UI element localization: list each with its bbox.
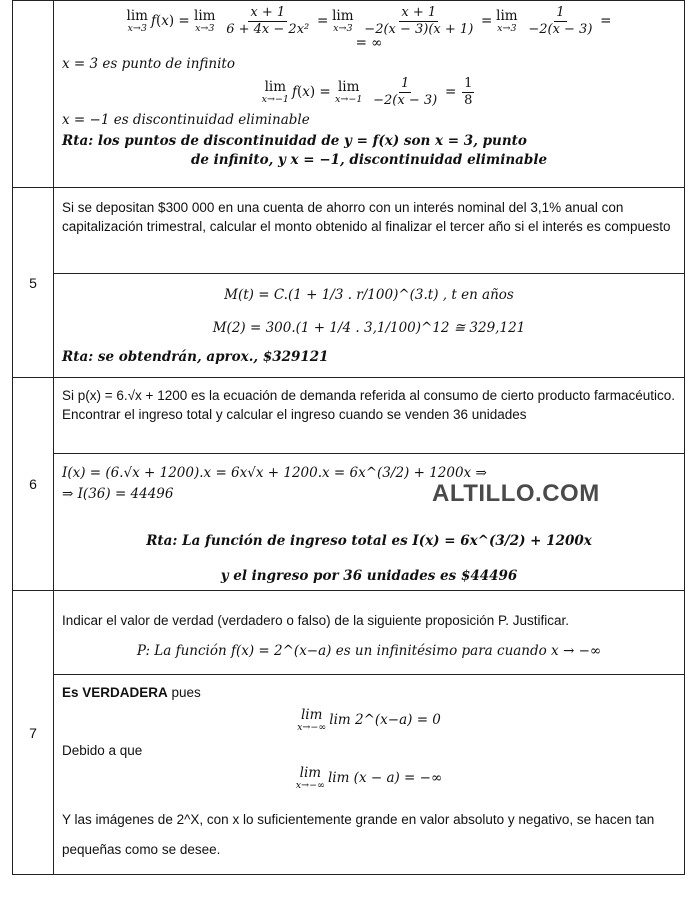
watermark-logo: ALTILLO.COM — [432, 480, 600, 507]
closing-explanation: Y las imágenes de 2^X, con x lo suficientemente grande en valor absoluto y negativo, se hacen tan pequeñas como se desee. — [62, 812, 655, 857]
limit-equation-1: lim x→3 f(x) = lim x→3 $\frac{x + 1}{\text{6 + 4x − 2x²}}$ = lim x→3 $\frac{x + 1}{-2(x - 3)(x + 1)}$ = lim x→3 $\frac{1}{-2(x - 3)}$ = = ∞ — [62, 5, 676, 53]
answer-line-2: de infinito, y x = −1, discontinuidad eliminable — [190, 152, 548, 168]
limit-result-infinity: = ∞ — [355, 35, 383, 51]
row-number-cell: 7 — [13, 591, 54, 875]
row-content-cell — [54, 1, 685, 188]
statement-cell — [54, 378, 685, 454]
exercise-table — [12, 0, 685, 875]
because-text: Debido a que — [62, 743, 143, 758]
solution-cell — [54, 274, 685, 378]
truth-answer: Es VERDADERA pues — [62, 685, 201, 700]
answer-line-1: Rta: los puntos de discontinuidad de y = f(x) son x = 3, punto — [62, 133, 527, 149]
row-number-cell: 6 — [13, 378, 54, 591]
row-number-cell — [13, 1, 54, 188]
exercise-6-statement: Si p(x) = 6.√x + 1200 es la ecuación de demanda referida al consumo de cierto producto farmacéutico. Encontrar el ingreso total y calcular el ingreso cuando se venden 36 unidades — [62, 388, 676, 422]
exercise-5-answer: Rta: se obtendrán, aprox., $329121 — [62, 349, 329, 365]
table-row-7-statement — [13, 591, 685, 675]
statement-cell — [54, 188, 685, 274]
compound-formula: M(t) = C.(1 + 1/3 . r/100)^(3.t) , t en años — [224, 287, 514, 303]
statement-cell — [54, 591, 685, 675]
compound-calculation: M(2) = 300.(1 + 1/4 . 3,1/100)^12 ≅ 329,121 — [212, 320, 526, 336]
table-row-6-solution — [13, 454, 685, 591]
revenue-derivation: I(x) = (6.√x + 1200).x = 6x√x + 1200.x = 6x^(3/2) + 1200x ⇒ — [62, 465, 487, 481]
limit-equation-2: lim x→−1 f(x) = lim x→−1 $\frac{1}{-2(x - 3)}$ = $\frac{1}{8}$ — [261, 76, 473, 108]
table-row-7-solution — [13, 675, 685, 875]
table-row-5-solution — [13, 274, 685, 378]
revenue-at-36: ⇒ I(36) = 44496 — [62, 486, 174, 502]
solution-cell — [54, 675, 685, 875]
limit-to-minus-infinity: lim x→−∞ lim (x − a) = −∞ — [295, 765, 443, 791]
document-sheet — [12, 0, 685, 875]
table-row-6-statement — [13, 378, 685, 454]
solution-cell — [54, 454, 685, 591]
exercise-6-answer-2: y el ingreso por 36 unidades es $44496 — [220, 568, 518, 584]
proposition-p: P: La función f(x) = 2^(x−a) es un infinitésimo para cuando x → −∞ — [136, 643, 602, 659]
table-row-continuation — [13, 1, 685, 188]
exercise-6-answer-1: Rta: La función de ingreso total es I(x) = 6x^(3/2) + 1200x — [146, 533, 592, 549]
removable-discontinuity-note: x = −1 es discontinuidad eliminable — [62, 112, 310, 128]
limit-to-zero: lim x→−∞ lim 2^(x−a) = 0 — [297, 707, 441, 733]
table-row-5-statement — [13, 188, 685, 274]
exercise-7-statement: Indicar el valor de verdad (verdadero o falso) de la siguiente proposición P. Justificar. — [62, 613, 570, 628]
infinite-point-note: x = 3 es punto de infinito — [62, 56, 235, 72]
exercise-5-statement: Si se depositan $300 000 en una cuenta de ahorro con un interés nominal del 3,1% anual con capitalización trimestral, calcular el monto obtenido al finalizar el tercer año si el interés es compuesto — [62, 200, 671, 234]
row-number-cell: 5 — [13, 188, 54, 378]
